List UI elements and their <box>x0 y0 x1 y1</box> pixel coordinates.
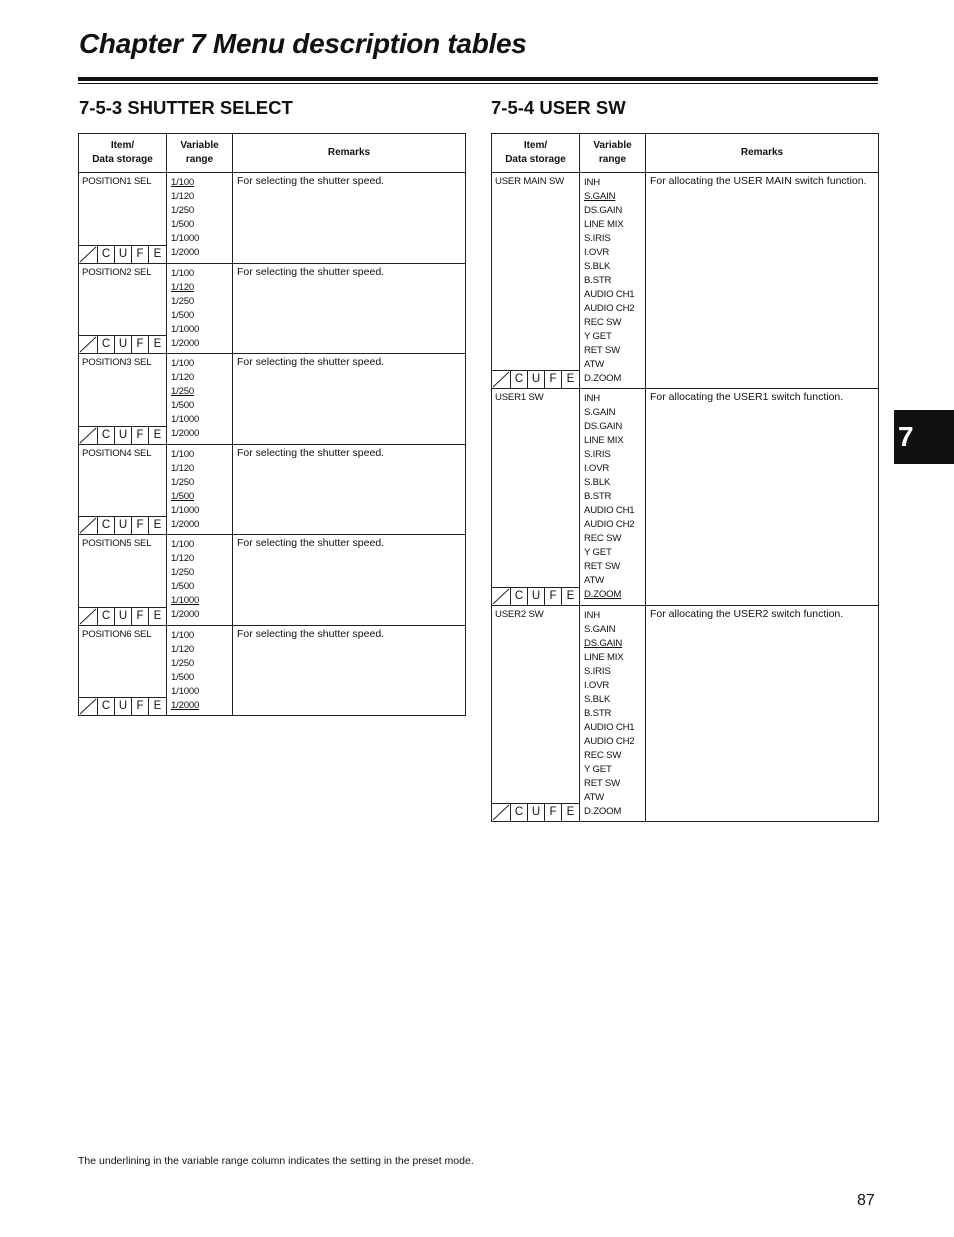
table-row <box>79 535 466 626</box>
storage-flag-u: U <box>115 427 132 444</box>
storage-flag-f: F <box>132 698 149 715</box>
header-range-line1: Variable <box>593 140 632 151</box>
storage-flag-c: C <box>98 246 115 263</box>
table-row <box>492 605 879 821</box>
remarks-cell: For selecting the shutter speed. <box>233 625 466 716</box>
range-option: 1/1000 <box>171 685 200 697</box>
range-option: 1/100 <box>171 629 195 641</box>
storage-flag-u: U <box>528 804 545 821</box>
range-option: 1/100 <box>171 448 195 460</box>
range-option: 1/1000 <box>171 414 200 425</box>
range-option: D.ZOOM <box>584 805 622 817</box>
header-item <box>492 134 580 173</box>
page-number: 87 <box>857 1192 875 1209</box>
range-option: B.STR <box>584 491 612 503</box>
item-name: POSITION1 SEL <box>82 176 152 187</box>
table-row <box>492 389 879 605</box>
shutter-select-table <box>78 133 466 716</box>
variable-range-cell <box>167 444 233 535</box>
range-option: AUDIO CH2 <box>584 519 635 531</box>
range-option: Y GET <box>584 331 612 342</box>
range-option: Y GET <box>584 547 612 559</box>
diagonal-slash-icon <box>79 427 98 444</box>
range-option: AUDIO CH2 <box>584 735 635 747</box>
diagonal-slash-icon <box>79 336 98 353</box>
range-option: S.GAIN <box>584 407 616 419</box>
range-option: 1/120 <box>171 191 195 202</box>
storage-flag-u: U <box>115 336 132 353</box>
range-option: 1/250 <box>171 567 195 578</box>
storage-flag-e: E <box>153 519 162 531</box>
diagonal-slash-icon <box>492 804 511 821</box>
storage-flag-e: E <box>566 589 575 602</box>
range-option: S.GAIN <box>584 623 616 635</box>
storage-flag-c: C <box>98 427 115 444</box>
table-row <box>79 444 466 535</box>
range-option-preset: 1/1000 <box>171 595 200 606</box>
storage-flags <box>79 245 166 263</box>
table-header-row <box>79 134 466 173</box>
storage-flag-f: F <box>132 246 149 263</box>
variable-range-cell <box>580 173 646 389</box>
range-option: I.OVR <box>584 247 610 258</box>
diagonal-slash-icon <box>492 588 511 605</box>
range-option: I.OVR <box>584 679 610 691</box>
item-name: POSITION5 SEL <box>82 538 152 549</box>
chapter-title: Chapter 7 Menu description tables <box>79 28 527 59</box>
range-option: 1/500 <box>171 671 195 683</box>
item-cell <box>492 173 580 389</box>
range-option: REC SW <box>584 749 622 761</box>
storage-flag-c: C <box>98 517 115 534</box>
range-option: 1/500 <box>171 581 195 592</box>
item-cell <box>79 444 167 535</box>
range-option: AUDIO CH2 <box>584 303 635 314</box>
storage-flags <box>492 370 579 388</box>
storage-flag-u: U <box>528 588 545 605</box>
user-sw-table <box>491 133 879 822</box>
range-option: INH <box>584 177 600 188</box>
range-option: AUDIO CH1 <box>584 289 635 300</box>
storage-flag-f: F <box>132 427 149 444</box>
range-option: S.BLK <box>584 261 611 272</box>
header-item-line2: Data storage <box>505 154 566 165</box>
range-option: AUDIO CH1 <box>584 505 635 517</box>
item-name: POSITION3 SEL <box>82 357 152 368</box>
table-row <box>79 354 466 445</box>
storage-flag-e: E <box>153 247 162 260</box>
range-option: 1/500 <box>171 400 195 411</box>
range-option: 1/100 <box>171 539 195 550</box>
variable-range-cell <box>167 263 233 354</box>
storage-flags <box>492 803 579 821</box>
range-option: 1/100 <box>171 358 195 369</box>
variable-range-cell <box>580 605 646 821</box>
storage-flag-u: U <box>528 371 545 388</box>
range-option: RET SW <box>584 561 620 573</box>
range-option: AUDIO CH1 <box>584 721 635 733</box>
header-remarks: Remarks <box>646 134 879 173</box>
table-row <box>79 173 466 264</box>
remarks-cell: For allocating the USER2 switch function. <box>646 605 879 821</box>
variable-range-cell <box>167 535 233 626</box>
range-option: 1/120 <box>171 643 195 655</box>
range-option: 1/2000 <box>171 518 200 530</box>
storage-flag-e: E <box>153 609 162 622</box>
diagonal-slash-icon <box>492 371 511 388</box>
table-row <box>79 625 466 716</box>
table-header-row <box>492 134 879 173</box>
table-row <box>492 173 879 389</box>
range-option: 1/2000 <box>171 609 200 620</box>
range-option: 1/500 <box>171 309 195 321</box>
variable-range-cell <box>167 173 233 264</box>
remarks-cell: For selecting the shutter speed. <box>233 535 466 626</box>
range-option: B.STR <box>584 275 612 286</box>
storage-flags <box>79 426 166 444</box>
storage-flag-e: E <box>153 428 162 441</box>
item-cell <box>79 354 167 445</box>
item-cell <box>79 535 167 626</box>
range-option: DS.GAIN <box>584 421 623 433</box>
storage-flag-u: U <box>115 517 132 534</box>
diagonal-slash-icon <box>79 698 98 715</box>
range-option-preset: D.ZOOM <box>584 589 622 601</box>
range-option: LINE MIX <box>584 219 624 230</box>
storage-flag-f: F <box>545 588 562 605</box>
range-option: 1/500 <box>171 219 195 230</box>
storage-flags <box>79 335 166 353</box>
remarks-cell: For allocating the USER1 switch function. <box>646 389 879 605</box>
range-option: S.IRIS <box>584 233 611 244</box>
storage-flag-c: C <box>511 588 528 605</box>
header-rule-thin <box>78 83 878 84</box>
table-row <box>79 263 466 354</box>
header-range-line1: Variable <box>180 140 219 151</box>
storage-flag-f: F <box>545 804 562 821</box>
storage-flag-c: C <box>98 608 115 625</box>
range-option: Y GET <box>584 763 612 775</box>
range-option: 1/120 <box>171 553 195 564</box>
range-option: 1/120 <box>171 462 195 474</box>
range-option: 1/100 <box>171 267 195 279</box>
item-name: USER MAIN SW <box>495 176 565 187</box>
range-option: 1/2000 <box>171 247 200 258</box>
header-range-line2: range <box>185 154 214 165</box>
storage-flag-c: C <box>98 336 115 353</box>
storage-flag-e: E <box>566 805 575 818</box>
storage-flag-f: F <box>132 517 149 534</box>
range-option: S.BLK <box>584 477 611 489</box>
item-name: POSITION4 SEL <box>82 447 152 459</box>
range-option: REC SW <box>584 533 622 545</box>
item-cell <box>79 263 167 354</box>
storage-flags <box>492 587 579 605</box>
storage-flag-e: E <box>153 700 162 712</box>
range-option: RET SW <box>584 345 620 356</box>
range-option: 1/2000 <box>171 337 200 349</box>
range-option: INH <box>584 609 600 621</box>
range-option-preset: 1/500 <box>171 490 195 502</box>
item-name: POSITION6 SEL <box>82 628 152 640</box>
item-name: USER1 SW <box>495 392 544 404</box>
range-option: S.IRIS <box>584 449 611 461</box>
range-option-preset: 1/100 <box>171 177 195 188</box>
storage-flag-e: E <box>153 338 162 350</box>
range-option: 1/1000 <box>171 233 200 244</box>
header-item-line1: Item/ <box>110 140 135 151</box>
item-cell <box>492 605 580 821</box>
range-option: ATW <box>584 359 605 370</box>
storage-flag-f: F <box>132 336 149 353</box>
range-option: INH <box>584 393 600 405</box>
item-name: POSITION2 SEL <box>82 266 152 278</box>
range-option: ATW <box>584 575 605 587</box>
range-option: 1/2000 <box>171 428 200 439</box>
footnote: The underlining in the variable range column indicates the setting in the preset mode. <box>78 1155 474 1167</box>
variable-range-cell <box>167 354 233 445</box>
header-item-line2: Data storage <box>92 154 153 165</box>
item-name: USER2 SW <box>495 608 544 620</box>
range-option: 1/120 <box>171 372 195 383</box>
storage-flag-e: E <box>566 373 575 386</box>
range-option: 1/1000 <box>171 323 200 335</box>
diagonal-slash-icon <box>79 608 98 625</box>
diagonal-slash-icon <box>79 246 98 263</box>
range-option: LINE MIX <box>584 651 624 663</box>
section-title-user-sw: 7-5-4 USER SW <box>491 97 626 118</box>
storage-flags <box>79 607 166 625</box>
item-cell <box>492 389 580 605</box>
range-option: 1/250 <box>171 476 195 488</box>
item-cell <box>79 173 167 264</box>
header-rule-thick <box>78 77 878 81</box>
header-range <box>167 134 233 173</box>
range-option-preset: S.GAIN <box>584 191 616 202</box>
remarks-cell: For selecting the shutter speed. <box>233 263 466 354</box>
range-option-preset: 1/250 <box>171 386 195 397</box>
section-title-shutter-select: 7-5-3 SHUTTER SELECT <box>79 97 293 118</box>
range-option: DS.GAIN <box>584 205 623 216</box>
storage-flag-u: U <box>115 246 132 263</box>
item-cell <box>79 625 167 716</box>
storage-flags <box>79 697 166 715</box>
header-item-line1: Item/ <box>523 140 548 151</box>
storage-flag-f: F <box>132 608 149 625</box>
range-option: REC SW <box>584 317 622 328</box>
range-option: 1/250 <box>171 657 195 669</box>
chapter-tab: 7 <box>894 410 954 464</box>
range-option: 1/250 <box>171 295 195 307</box>
remarks-cell: For allocating the USER MAIN switch function. <box>646 173 879 389</box>
range-option: S.IRIS <box>584 665 611 677</box>
storage-flag-u: U <box>115 608 132 625</box>
range-option: B.STR <box>584 707 612 719</box>
storage-flag-u: U <box>115 698 132 715</box>
storage-flag-c: C <box>511 804 528 821</box>
header-range <box>580 134 646 173</box>
range-option: 1/1000 <box>171 504 200 516</box>
range-option-preset: 1/120 <box>171 281 195 293</box>
range-option: ATW <box>584 791 605 803</box>
range-option: 1/250 <box>171 205 195 216</box>
storage-flag-f: F <box>545 371 562 388</box>
range-option-preset: 1/2000 <box>171 699 200 711</box>
storage-flag-c: C <box>511 371 528 388</box>
header-item <box>79 134 167 173</box>
range-option-preset: DS.GAIN <box>584 637 623 649</box>
range-option: RET SW <box>584 777 620 789</box>
remarks-cell: For selecting the shutter speed. <box>233 173 466 264</box>
header-remarks: Remarks <box>233 134 466 173</box>
variable-range-cell <box>167 625 233 716</box>
range-option: I.OVR <box>584 463 610 475</box>
range-option: LINE MIX <box>584 435 624 447</box>
range-option: D.ZOOM <box>584 373 622 384</box>
variable-range-cell <box>580 389 646 605</box>
storage-flags <box>79 516 166 534</box>
header-range-line2: range <box>598 154 627 165</box>
remarks-cell: For selecting the shutter speed. <box>233 444 466 535</box>
range-option: S.BLK <box>584 693 611 705</box>
diagonal-slash-icon <box>79 517 98 534</box>
remarks-cell: For selecting the shutter speed. <box>233 354 466 445</box>
storage-flag-c: C <box>98 698 115 715</box>
